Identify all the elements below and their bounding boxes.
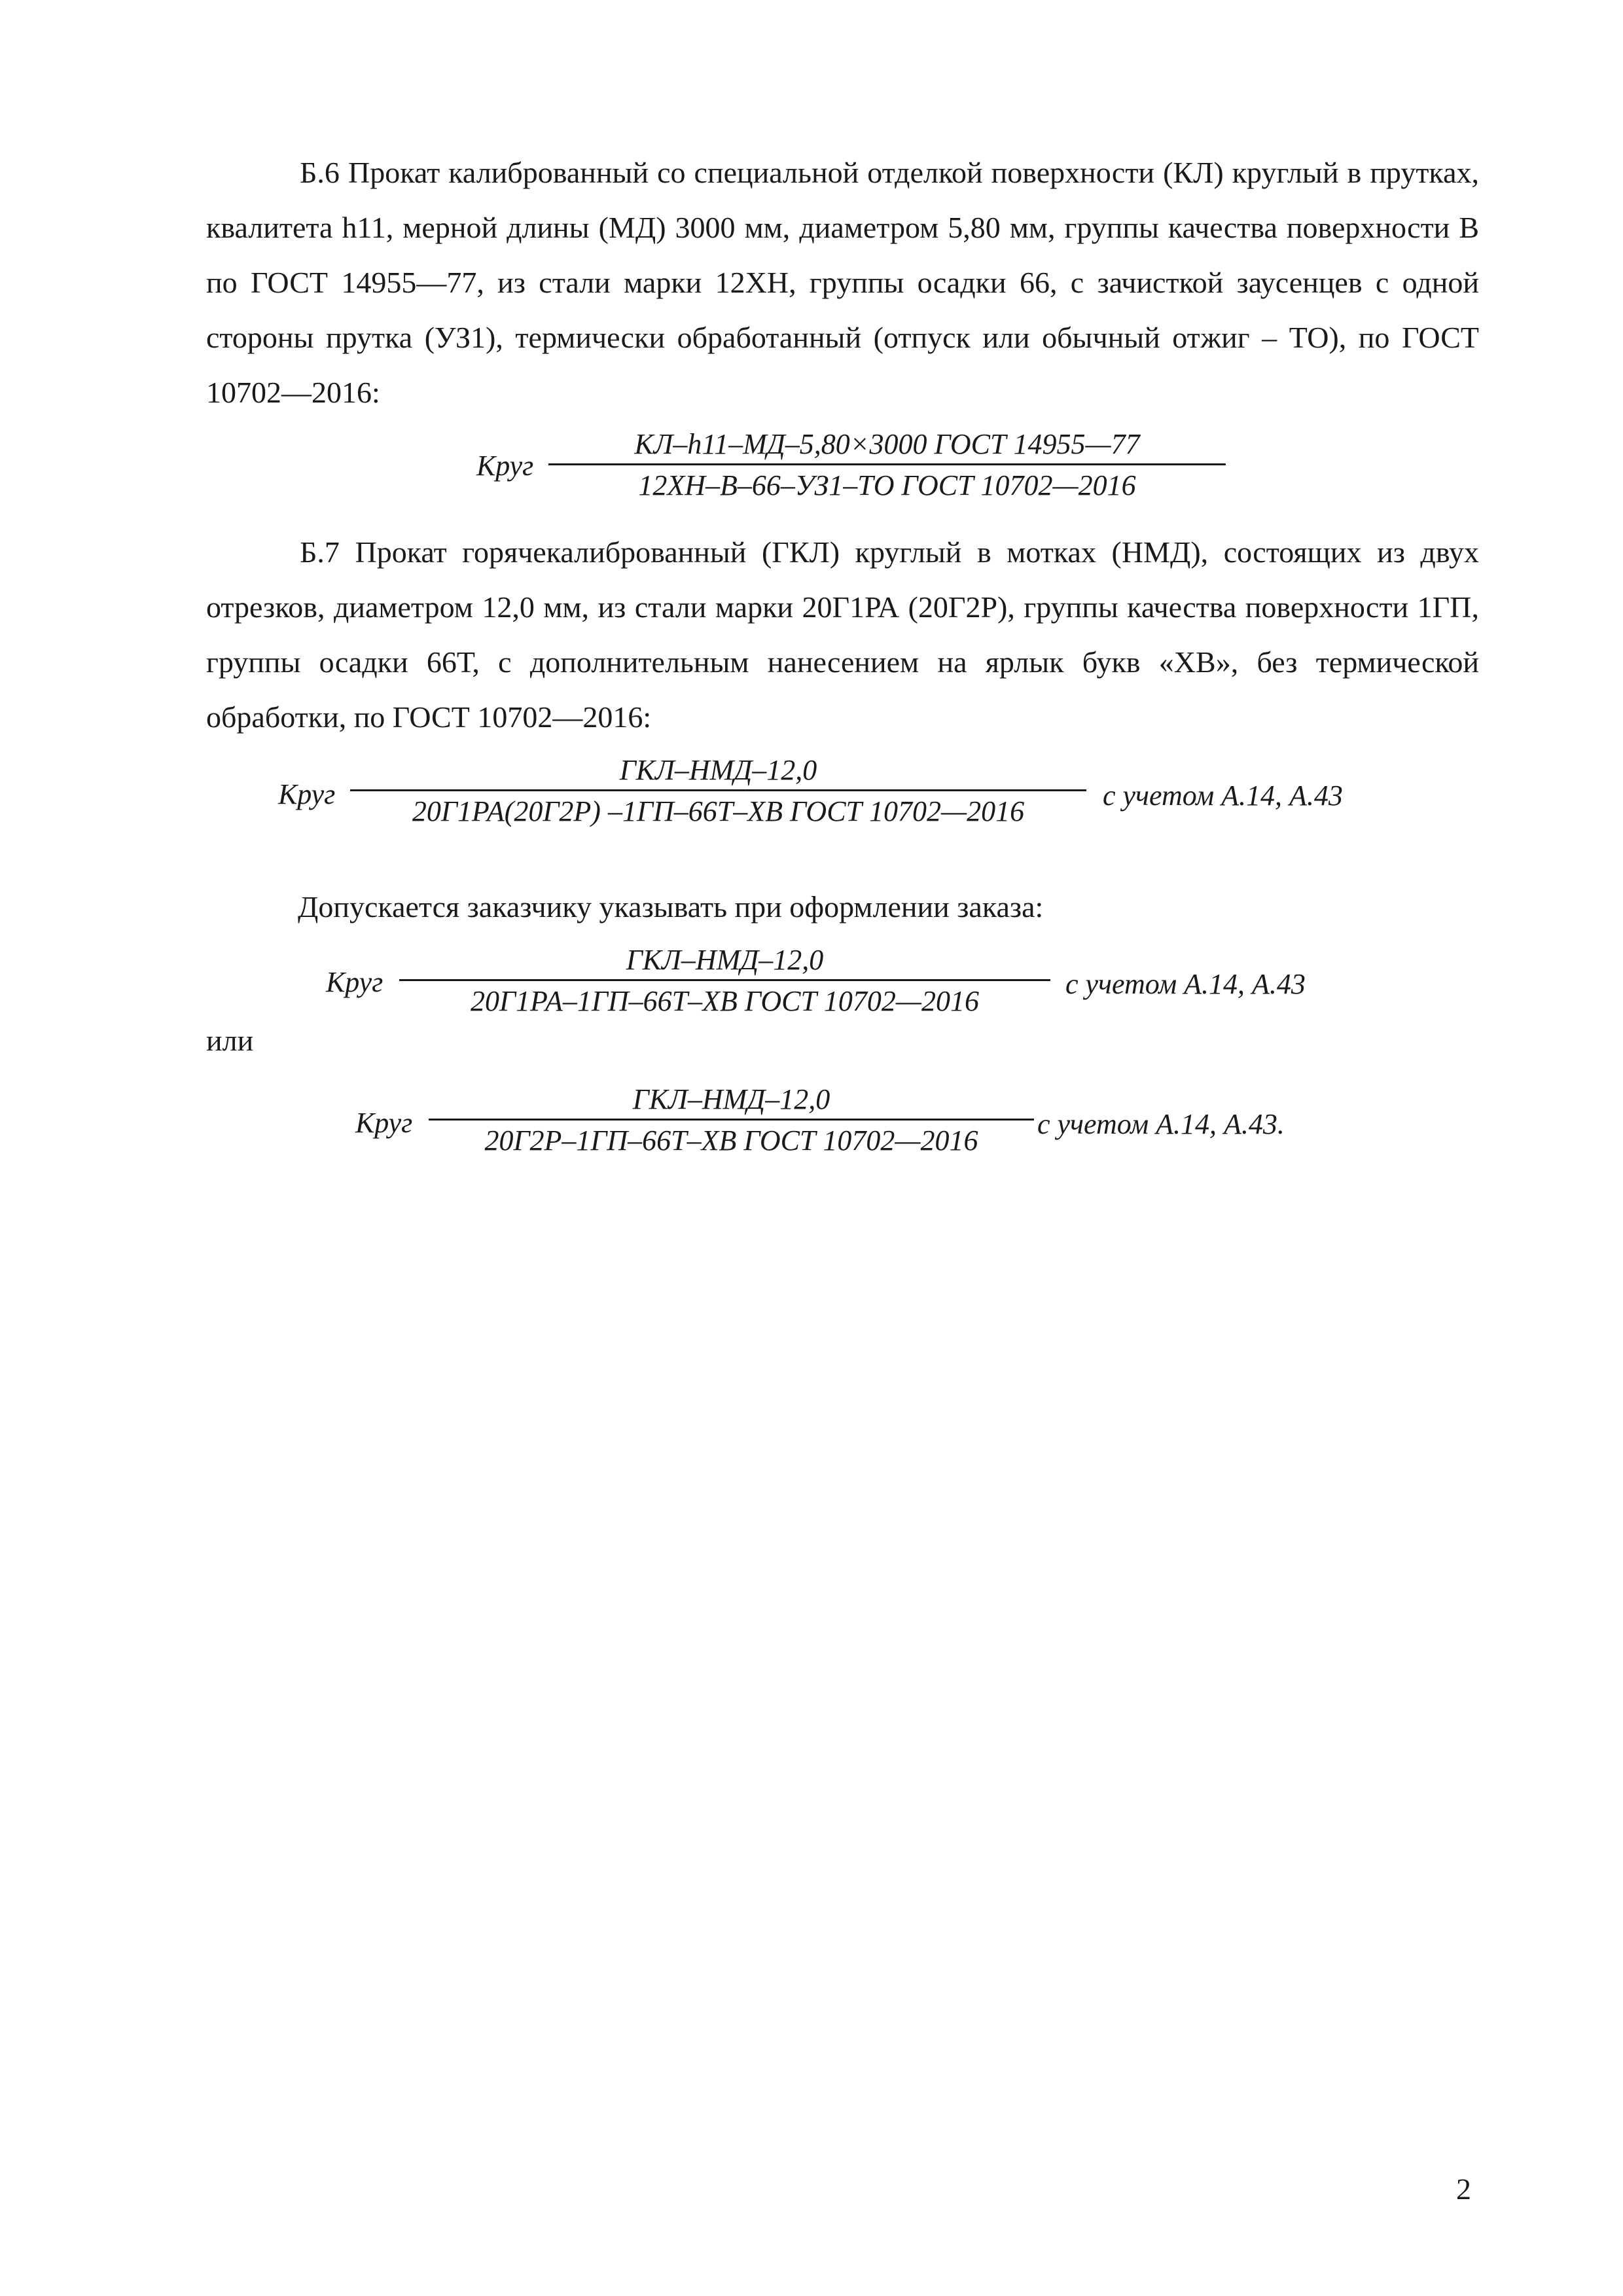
- formula-2-suffix: с учетом А.14, А.43: [1103, 780, 1343, 812]
- formula-4-prefix: Круг: [355, 1107, 413, 1139]
- formula-4-numerator: ГКЛ–НМД–12,0: [632, 1083, 830, 1115]
- formula-4-denominator: 20Г2Р–1ГП–66Т–ХВ ГОСТ 10702—2016: [484, 1124, 978, 1157]
- formula-3-prefix: Круг: [326, 966, 383, 998]
- formula-3-denominator: 20Г1РА–1ГП–66Т–ХВ ГОСТ 10702—2016: [470, 985, 980, 1017]
- formula-4-suffix: с учетом А.14, А.43.: [1037, 1108, 1285, 1140]
- formula-1-fraction: [548, 427, 1226, 503]
- formula-3-numerator: ГКЛ–НМД–12,0: [626, 944, 824, 976]
- paragraph-allowed: Допускается заказчику указывать при оформлении заказа:: [298, 890, 1044, 924]
- formula-2-prefix: Круг: [278, 778, 336, 810]
- formula-1-numerator: КЛ–h11–МД–5,80×3000 ГОСТ 14955—77: [634, 428, 1140, 460]
- formula-2-denominator: 20Г1РА(20Г2Р) –1ГП–66Т–ХВ ГОСТ 10702—2016: [412, 795, 1025, 827]
- formula-1-prefix: Круг: [476, 450, 534, 482]
- formula-2-numerator: ГКЛ–НМД–12,0: [619, 754, 817, 786]
- formula-4-bar: [429, 1119, 1034, 1121]
- paragraph-b7: Б.7 Прокат горячекалиброванный (ГКЛ) круглый в мотках (НМД), состоящих из двух отрезков, диаметром 12,0 мм, из стали марки 20Г1РА (20Г2Р), группы качества поверхности 1ГП, группы осадки 66Т, с дополнительным нанесением на ярлык букв «ХВ», без термической обработки, по ГОСТ 10702—2016:: [206, 535, 1479, 734]
- page-number: 2: [1456, 2172, 1471, 2206]
- formula-2-bar: [350, 789, 1086, 791]
- formula-3-fraction: [399, 942, 1050, 1019]
- paragraph-b6: Б.6 Прокат калиброванный со специальной отделкой поверхности (КЛ) круглый в прутках, квалитета h11, мерной длины (МД) 3000 мм, диаметром 5,80 мм, группы качества поверхности В по ГОСТ 14955—77, из стали марки 12ХН, группы осадки 66, с зачисткой заусенцев с одной стороны прутка (УЗ1), термически обработанный (отпуск или обычный отжиг – ТО), по ГОСТ 10702—2016:: [206, 156, 1479, 409]
- formula-2-fraction: [350, 753, 1086, 829]
- formula-1-denominator: 12ХН–В–66–УЗ1–ТО ГОСТ 10702—2016: [638, 469, 1136, 501]
- formula-3-bar: [399, 979, 1050, 981]
- formula-4-fraction: [429, 1082, 1034, 1158]
- formula-1-bar: [548, 463, 1226, 465]
- text-or: или: [206, 1024, 254, 1057]
- formula-3-suffix: с учетом А.14, А.43: [1065, 968, 1306, 1000]
